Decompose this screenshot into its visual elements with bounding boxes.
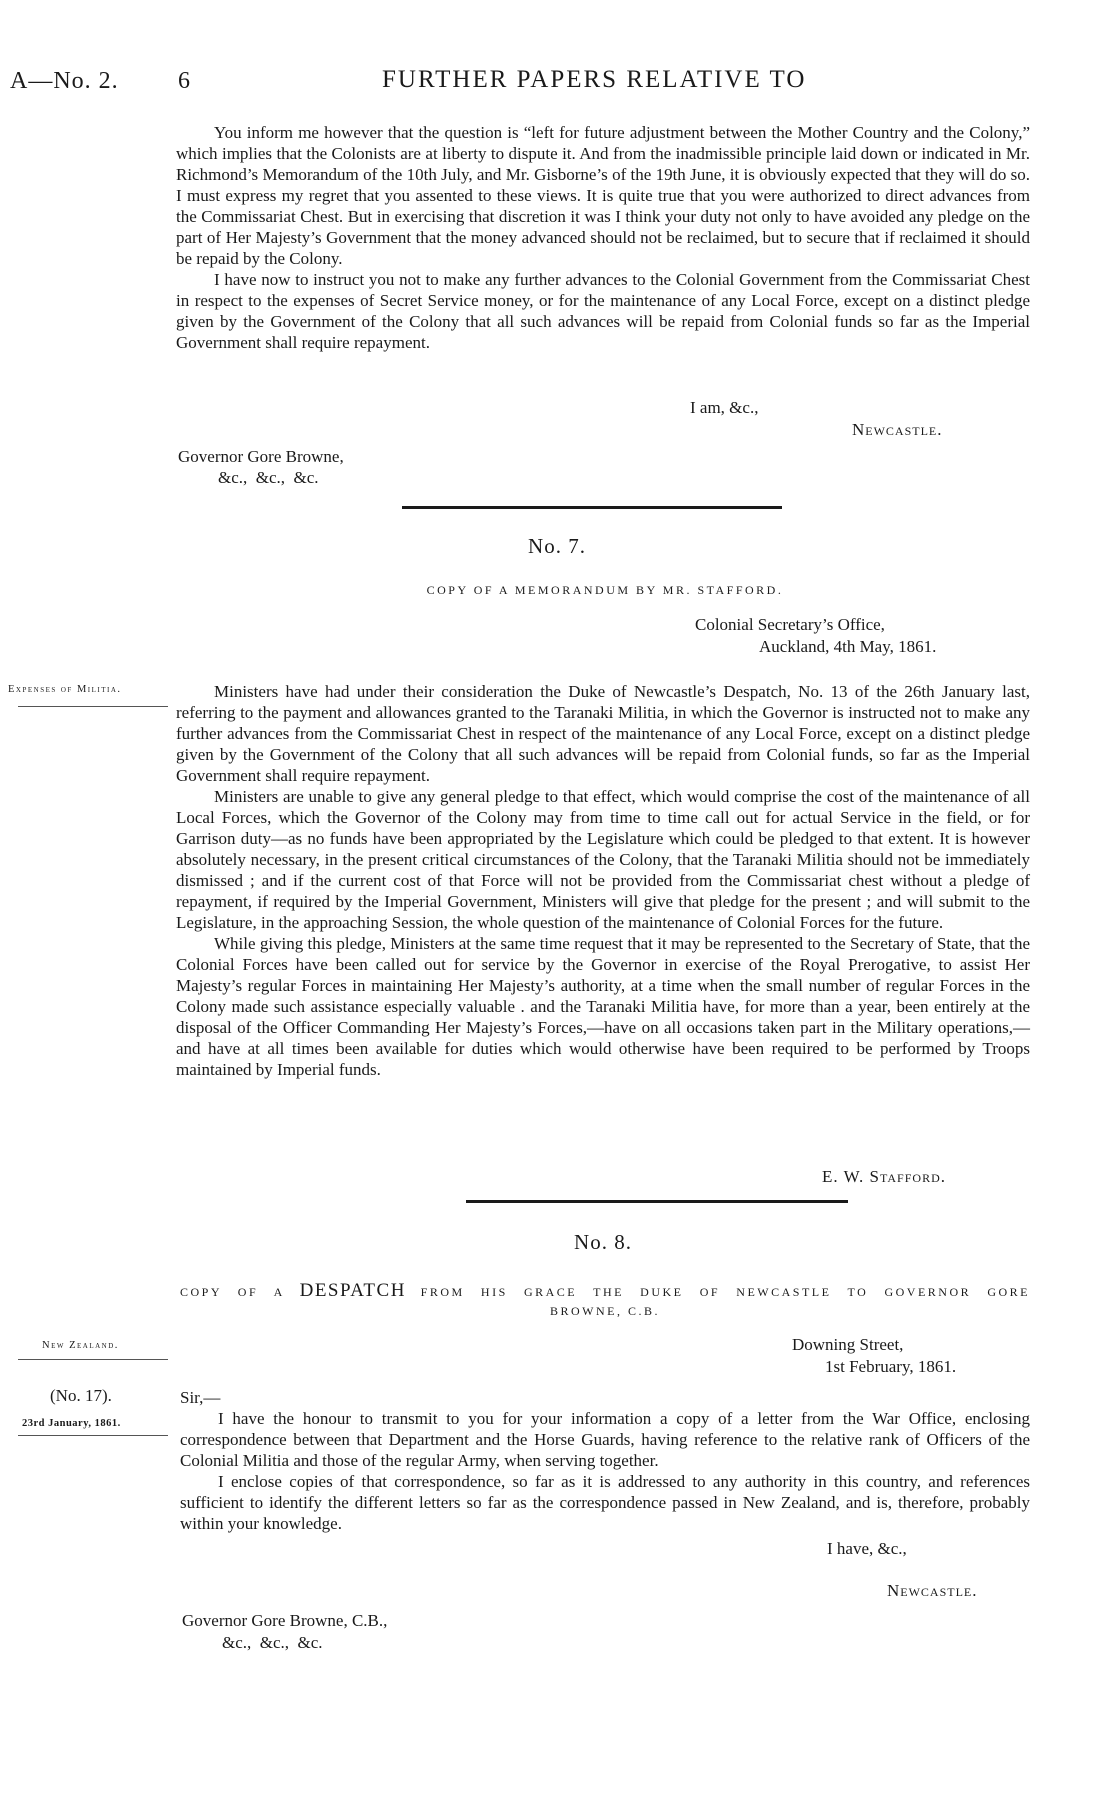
no8-subheading-word: DESPATCH xyxy=(299,1280,406,1301)
no7-paragraph-1: Ministers have had under their consideration the Duke of Newcastle’s Despatch, No. 13 of the 26th January last, referring to the payment and allowances granted to the Taranaki Militia, in which the Governor is instructed not to make any further advances from the Commissariat Chest in respect of the maintenance of any Local Force, except on a distinct pledge given by the Government of the Colony that all such advances will be repaid from Colonial funds, so far as the Imperial Government shall require repayment. xyxy=(176,682,1030,785)
no7-subheading: COPY OF A MEMORANDUM BY MR. STAFFORD. xyxy=(426,583,784,597)
letter1-signature: Newcastle. xyxy=(852,420,943,439)
running-title: FURTHER PAPERS RELATIVE TO xyxy=(382,66,807,93)
page-number: 6 xyxy=(178,68,190,94)
no8-signature: Newcastle. xyxy=(887,1581,978,1600)
letter1-paragraph-1: You inform me however that the question is “left for future adjustment between the Mother Country and the Colony,” which implies that the Colonists are at liberty to dispute it. And from the inadmissible principle laid down or indicated in Mr. Richmond’s Memorandum of the 10th July, and Mr. Gisborne’s of the 19th June, it is obviously expected that they will do so. I must express my regret that you assented to these views. It is quite true that you were authorized to direct advances from the Commissariat Chest. But in exercising that discretion it was I think your duty not only to have avoided any pledge on the part of Her Majesty’s Government that the money advanced should not be reclaimed, but to secure that if reclaimed it should be repaid by the Colony. xyxy=(176,123,1030,268)
no8-subheading-pre: COPY OF A xyxy=(180,1285,285,1299)
letter1-body xyxy=(176,122,1030,353)
no7-margin-note: Expenses of Militia. xyxy=(8,684,122,695)
letter1-closing: I am, &c., xyxy=(690,398,759,417)
no8-heading: No. 8. xyxy=(574,1230,632,1254)
no7-heading: No. 7. xyxy=(528,534,586,558)
letter1-paragraph-2: I have now to instruct you not to make any further advances to the Colonial Government from the Commissariat Chest in respect to the expenses of Secret Service money, or for the maintenance of any Local Force, except on a distinct pledge given by the Government of the Colony that all such advances will be repaid from Colonial funds so far as the Imperial Government shall require repayment. xyxy=(176,270,1030,352)
no8-paragraph-1: I have the honour to transmit to you for your information a copy of a letter from the War Office, enclosing correspondence between that Department and the Horse Guards, having reference to the relative rank of Officers of the Colonial Militia and those of the regular Army, when serving together. xyxy=(180,1409,1030,1470)
no8-subheading xyxy=(180,1280,1030,1302)
no8-body xyxy=(180,1408,1030,1534)
letter1-addressee-etc: &c., &c., &c. xyxy=(218,468,319,487)
no8-margin-note: New Zealand. xyxy=(42,1340,119,1351)
no8-margin-date: 23rd January, 1861. xyxy=(22,1418,121,1429)
no8-margin-rule-2 xyxy=(18,1435,168,1436)
no8-addressee-etc: &c., &c., &c. xyxy=(222,1633,323,1652)
no7-place: Colonial Secretary’s Office, xyxy=(695,615,885,634)
no7-signature: E. W. Stafford. xyxy=(822,1167,946,1186)
no8-subheading-line2: BROWNE, C.B. xyxy=(549,1304,660,1318)
no8-margin-rule xyxy=(18,1359,168,1360)
no8-subheading-post: FROM HIS GRACE THE DUKE OF NEWCASTLE TO GOVERNOR GORE xyxy=(420,1285,1031,1299)
no7-body xyxy=(176,681,1030,1080)
section-divider xyxy=(466,1200,848,1203)
no7-paragraph-3: While giving this pledge, Ministers at the same time request that it may be represented to the Secretary of State, that the Colonial Forces have been called out for service by the Governor in exercise of the Royal Prerogative, to assist Her Majesty’s regular Forces in maintaining Her Majesty’s authority, at a time when the small number of regular Forces in the Colony made such assistance especially valuable . and the Taranaki Militia have, for more than a year, been entirely at the disposal of the Officer Commanding Her Majesty’s Forces,—have on all occasions taken part in the Military operations,—and have at all times been available for duties which would otherwise have been required to be performed by Troops maintained by Imperial funds. xyxy=(176,934,1030,1079)
no7-paragraph-2: Ministers are unable to give any general pledge to that effect, which would comprise the cost of the maintenance of all Local Forces, which the Governor of the Colony may from time to time call out for actual Service in the field, or for Garrison duty—as no funds have been appropriated by the Legislature which could be pledged to that extent. It is however absolutely necessary, in the present critical circumstances of the Colony, that the Taranaki Militia should not be immediately dismissed ; and if the current cost of that Force will not be provided from the Commissariat chest without a pledge of repayment, if required by the Imperial Government, Ministers will give that pledge for the present ; and will submit to the Legislature, in the approaching Session, the whole question of the maintenance of Colonial Forces for the future. xyxy=(176,787,1030,932)
no8-paragraph-2: I enclose copies of that correspondence, so far as it is addressed to any authority in this country, and references sufficient to identify the different letters so far as the correspondence passed in New Zealand, and is, therefore, probably within your knowledge. xyxy=(180,1472,1030,1533)
no8-margin-number: (No. 17). xyxy=(50,1386,112,1405)
document-reference: A—No. 2. xyxy=(10,68,119,94)
no8-date: 1st February, 1861. xyxy=(825,1357,957,1376)
no8-closing: I have, &c., xyxy=(827,1539,907,1558)
no7-margin-rule xyxy=(18,706,168,707)
no8-addressee: Governor Gore Browne, C.B., xyxy=(182,1611,388,1630)
no8-salutation: Sir,— xyxy=(180,1388,221,1407)
letter1-addressee: Governor Gore Browne, xyxy=(178,447,344,466)
no7-date: Auckland, 4th May, 1861. xyxy=(759,637,937,656)
section-divider xyxy=(402,506,782,509)
no8-place: Downing Street, xyxy=(792,1335,904,1354)
